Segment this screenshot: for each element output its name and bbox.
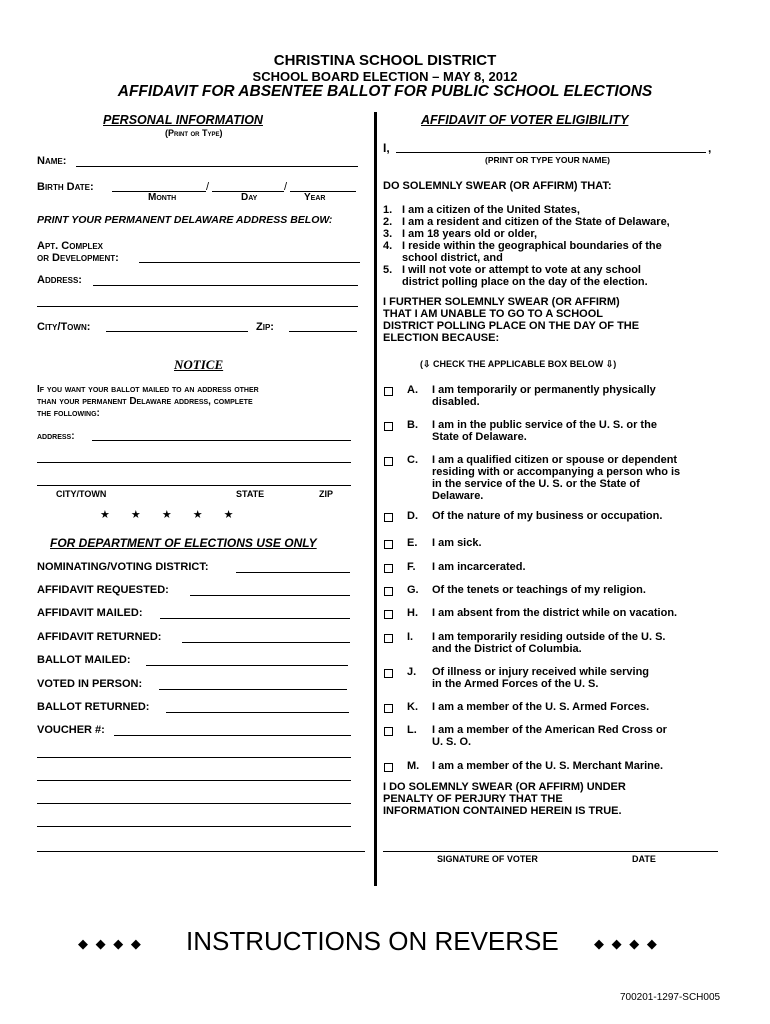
reason-checkbox[interactable] bbox=[384, 457, 393, 466]
office-use-heading: FOR DEPARTMENT OF ELECTIONS USE ONLY bbox=[50, 536, 317, 550]
address-field[interactable] bbox=[93, 285, 358, 286]
reason-text: I am a qualified citizen or spouse or dependent bbox=[432, 454, 678, 466]
perjury-statement-2: PENALTY OF PERJURY THAT THE bbox=[383, 793, 563, 805]
eligibility-item-text: I am 18 years old or older, bbox=[402, 228, 538, 240]
eligibility-item-text: I am a citizen of the United States, bbox=[402, 204, 580, 216]
birth-sep-2: / bbox=[284, 181, 288, 193]
reason-text: disabled. bbox=[432, 396, 480, 408]
office-use-line-5[interactable] bbox=[37, 851, 365, 852]
reason-text: in the Armed Forces of the U. S. bbox=[432, 678, 599, 690]
eligibility-item-text: I am a resident and citizen of the State of Delaware, bbox=[402, 216, 670, 228]
affidavit-mailed-field[interactable] bbox=[160, 618, 350, 619]
notice-text-2: than your permanent Delaware address, complete bbox=[37, 396, 253, 407]
office-use-line-2[interactable] bbox=[37, 780, 351, 781]
print-or-type-hint: (Print or Type) bbox=[165, 128, 223, 138]
reason-text: I am a member of the American Red Cross or bbox=[432, 724, 667, 736]
reason-text: in the service of the U. S. or the State of bbox=[432, 478, 640, 490]
reason-letter: F. bbox=[407, 561, 416, 573]
reason-checkbox[interactable] bbox=[384, 387, 393, 396]
notice-text-3: the following: bbox=[37, 408, 100, 419]
reason-letter: K. bbox=[407, 701, 418, 713]
perjury-statement-3: INFORMATION CONTAINED HEREIN IS TRUE. bbox=[383, 805, 622, 817]
reason-letter: C. bbox=[407, 454, 418, 466]
star-separator: ★ ★ ★ ★ ★ bbox=[100, 509, 243, 521]
voucher-field[interactable] bbox=[114, 735, 351, 736]
personal-info-heading: PERSONAL INFORMATION bbox=[103, 113, 263, 127]
ballot-returned-label: BALLOT RETURNED: bbox=[37, 701, 150, 713]
reason-text: Of illness or injury received while serving bbox=[432, 666, 650, 678]
year-label: Year bbox=[304, 192, 326, 203]
reason-text: I am a member of the U. S. Armed Forces. bbox=[432, 701, 650, 713]
mail-address-field[interactable] bbox=[92, 440, 351, 441]
ballot-returned-field[interactable] bbox=[166, 712, 349, 713]
reason-letter: B. bbox=[407, 419, 418, 431]
month-label: Month bbox=[148, 192, 177, 203]
reason-text: I am incarcerated. bbox=[432, 561, 526, 573]
city-label: City/Town: bbox=[37, 321, 91, 333]
form-code: 700201-1297-SCH005 bbox=[620, 992, 721, 1003]
form-title: AFFIDAVIT FOR ABSENTEE BALLOT FOR PUBLIC SCHOOL ELECTIONS bbox=[117, 83, 653, 100]
i-suffix: , bbox=[708, 141, 712, 155]
reason-text: I am in the public service of the U. S. or the bbox=[432, 419, 657, 431]
reason-text: Delaware. bbox=[432, 490, 484, 502]
office-use-line-3[interactable] bbox=[37, 803, 351, 804]
reason-letter: D. bbox=[407, 510, 418, 522]
i-prefix: I, bbox=[383, 141, 390, 155]
reason-text: U. S. O. bbox=[432, 736, 472, 748]
city-town-col-label: CITY/TOWN bbox=[56, 489, 107, 499]
reason-letter: A. bbox=[407, 384, 418, 396]
affidavit-requested-field[interactable] bbox=[190, 595, 350, 596]
office-use-line-4[interactable] bbox=[37, 826, 351, 827]
reason-text: Of the nature of my business or occupation. bbox=[432, 510, 663, 522]
further-swear-3: DISTRICT POLLING PLACE ON THE DAY OF THE bbox=[383, 320, 640, 332]
further-swear-4: ELECTION BECAUSE: bbox=[383, 332, 500, 344]
birth-date-label: Birth Date: bbox=[37, 181, 94, 193]
perjury-statement-1: I DO SOLEMNLY SWEAR (OR AFFIRM) UNDER bbox=[383, 781, 626, 793]
diamond-row-right: ◆ ◆ ◆ ◆ bbox=[594, 936, 659, 951]
check-instruction: (⇩ CHECK THE APPLICABLE BOX BELOW ⇩) bbox=[420, 359, 617, 369]
voted-in-person-label: VOTED IN PERSON: bbox=[37, 678, 143, 690]
election-title: SCHOOL BOARD ELECTION – MAY 8, 2012 bbox=[252, 69, 518, 84]
column-divider bbox=[374, 112, 377, 886]
reason-checkbox[interactable] bbox=[384, 669, 393, 678]
day-label: Day bbox=[241, 192, 258, 203]
eligibility-item-number: 4. bbox=[383, 240, 393, 252]
notice-heading: NOTICE bbox=[174, 357, 224, 372]
zip-label: Zip: bbox=[256, 321, 274, 333]
reason-checkbox[interactable] bbox=[384, 513, 393, 522]
signature-label: SIGNATURE OF VOTER bbox=[437, 854, 538, 864]
reason-checkbox[interactable] bbox=[384, 727, 393, 736]
reason-checkbox[interactable] bbox=[384, 704, 393, 713]
eligibility-item-text: I will not vote or attempt to vote at any school bbox=[402, 264, 641, 276]
reason-text: residing with or accompanying a person who is bbox=[432, 466, 681, 478]
address-label: Address: bbox=[37, 274, 82, 286]
name-field[interactable] bbox=[76, 166, 358, 167]
notice-text-1: If you want your ballot mailed to an address other bbox=[37, 384, 259, 395]
voted-in-person-field[interactable] bbox=[159, 689, 347, 690]
reason-text: I am absent from the district while on vacation. bbox=[432, 607, 678, 619]
mail-address-label: address: bbox=[37, 431, 75, 442]
eligibility-item-text: I reside within the geographical boundaries of the bbox=[402, 240, 662, 252]
affidavit-returned-label: AFFIDAVIT RETURNED: bbox=[37, 631, 162, 643]
reason-letter: M. bbox=[407, 760, 420, 772]
affidavit-heading: AFFIDAVIT OF VOTER ELIGIBILITY bbox=[421, 113, 629, 127]
mail-address-field-2[interactable] bbox=[37, 462, 351, 463]
reason-text: and the District of Columbia. bbox=[432, 643, 582, 655]
reason-text: I am a member of the U. S. Merchant Marine. bbox=[432, 760, 664, 772]
development-label: or Development: bbox=[37, 252, 119, 264]
swear-statement: DO SOLEMNLY SWEAR (OR AFFIRM) THAT: bbox=[383, 180, 612, 192]
city-field[interactable] bbox=[106, 331, 248, 332]
name-label: Name: bbox=[37, 155, 67, 167]
reason-checkbox[interactable] bbox=[384, 422, 393, 431]
reason-letter: J. bbox=[407, 666, 417, 678]
date-label: DATE bbox=[632, 854, 656, 864]
reason-text: I am temporarily residing outside of the U. S. bbox=[432, 631, 666, 643]
permanent-address-prompt: PRINT YOUR PERMANENT DELAWARE ADDRESS BELOW: bbox=[37, 214, 333, 226]
reason-text: I am temporarily or permanently physically bbox=[432, 384, 656, 396]
reason-checkbox[interactable] bbox=[384, 610, 393, 619]
state-col-label: STATE bbox=[236, 489, 265, 499]
mail-city-state-zip-field[interactable] bbox=[37, 485, 351, 486]
nominating-district-label: NOMINATING/VOTING DISTRICT: bbox=[37, 561, 209, 573]
voucher-label: VOUCHER #: bbox=[37, 724, 105, 736]
eligibility-item-text: school district, and bbox=[402, 252, 503, 264]
further-swear-1: I FURTHER SOLEMNLY SWEAR (OR AFFIRM) bbox=[383, 296, 620, 308]
affidavit-requested-label: AFFIDAVIT REQUESTED: bbox=[37, 584, 169, 596]
signature-date-field[interactable] bbox=[383, 851, 718, 852]
eligibility-item-number: 3. bbox=[383, 228, 393, 240]
birth-sep-1: / bbox=[206, 181, 210, 193]
address-field-2[interactable] bbox=[37, 306, 358, 307]
apt-complex-label: Apt. Complex bbox=[37, 240, 104, 252]
reason-checkbox[interactable] bbox=[384, 587, 393, 596]
reason-text: Of the tenets or teachings of my religion. bbox=[432, 584, 646, 596]
reason-letter: E. bbox=[407, 537, 418, 549]
eligibility-item-number: 5. bbox=[383, 264, 393, 276]
zip-col-label: ZIP bbox=[319, 489, 334, 499]
nominating-district-field[interactable] bbox=[236, 572, 350, 573]
reason-checkbox[interactable] bbox=[384, 564, 393, 573]
instructions-banner: INSTRUCTIONS ON REVERSE bbox=[186, 926, 559, 956]
affidavit-returned-field[interactable] bbox=[182, 642, 350, 643]
reason-checkbox[interactable] bbox=[384, 763, 393, 772]
ballot-mailed-label: BALLOT MAILED: bbox=[37, 654, 131, 666]
eligibility-item-text: district polling place on the day of the election. bbox=[402, 276, 648, 288]
ballot-mailed-field[interactable] bbox=[146, 665, 348, 666]
office-use-line-1[interactable] bbox=[37, 757, 351, 758]
eligibility-item-number: 2. bbox=[383, 216, 393, 228]
reason-letter: I. bbox=[407, 631, 414, 643]
reason-letter: L. bbox=[407, 724, 417, 736]
apt-complex-field[interactable] bbox=[139, 262, 360, 263]
further-swear-2: THAT I AM UNABLE TO GO TO A SCHOOL bbox=[383, 308, 603, 320]
reason-letter: G. bbox=[407, 584, 419, 596]
print-name-hint: (PRINT OR TYPE YOUR NAME) bbox=[485, 155, 610, 165]
diamond-row-left: ◆ ◆ ◆ ◆ bbox=[78, 936, 143, 951]
reason-checkbox[interactable] bbox=[384, 634, 393, 643]
voter-name-field[interactable] bbox=[396, 152, 706, 153]
reason-letter: H. bbox=[407, 607, 418, 619]
reason-text: State of Delaware. bbox=[432, 431, 527, 443]
zip-field[interactable] bbox=[289, 331, 357, 332]
district-title: CHRISTINA SCHOOL DISTRICT bbox=[273, 52, 497, 69]
reason-checkbox[interactable] bbox=[384, 540, 393, 549]
eligibility-item-number: 1. bbox=[383, 204, 393, 216]
reason-text: I am sick. bbox=[432, 537, 482, 549]
affidavit-mailed-label: AFFIDAVIT MAILED: bbox=[37, 607, 143, 619]
